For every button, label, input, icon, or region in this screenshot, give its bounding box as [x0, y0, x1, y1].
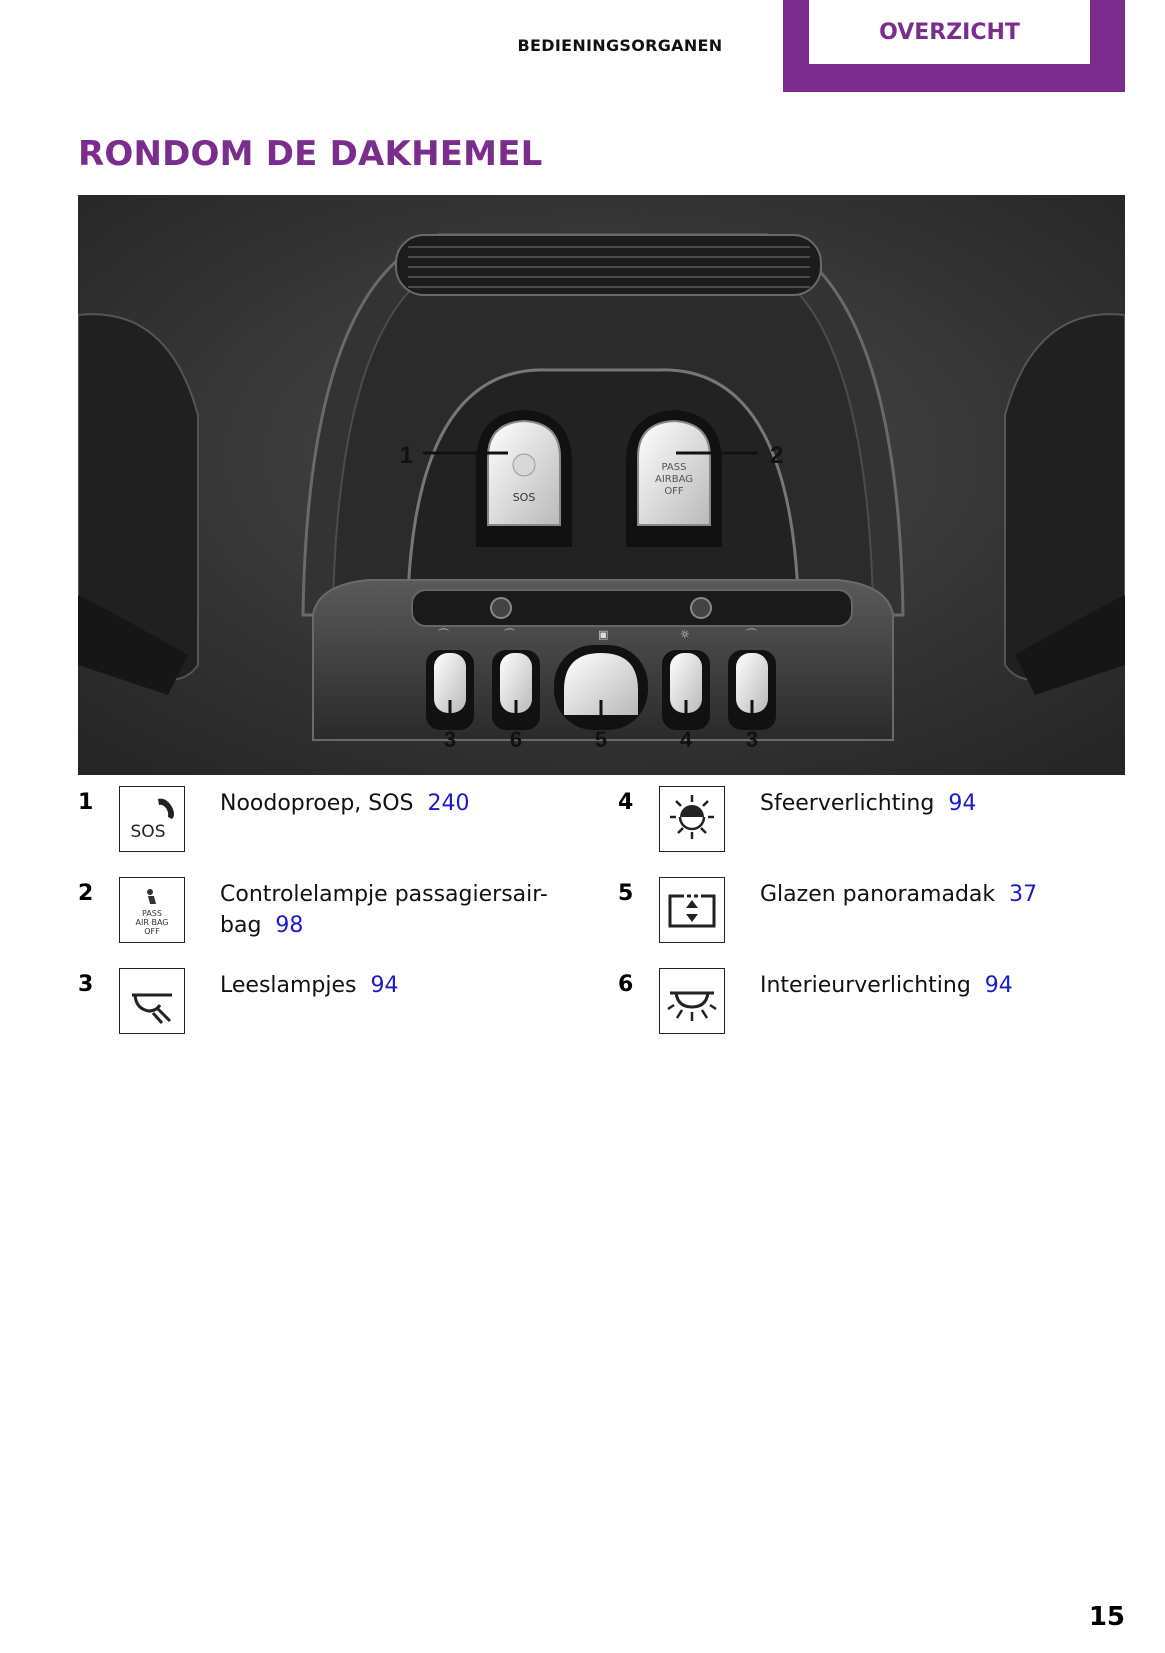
- callout-3-right: 3: [745, 727, 759, 752]
- callout-6: 6: [509, 727, 523, 752]
- legend-number: 3: [78, 972, 94, 997]
- interior-light-icon: [659, 968, 725, 1034]
- airbag-lamp-text-1: PASS: [661, 462, 687, 473]
- legend-page-link[interactable]: 94: [984, 973, 1013, 998]
- svg-text:⌒: ⌒: [438, 628, 449, 641]
- airbag-lamp-text-3: OFF: [664, 486, 684, 497]
- legend-label: Interieurverlichting: [760, 973, 971, 998]
- legend-item-interior-light: [618, 968, 1118, 1048]
- ambient-light-icon: [659, 786, 725, 852]
- sos-call-icon: [119, 786, 185, 852]
- legend-label: Glazen panoramadak: [760, 882, 996, 907]
- sos-button-text: SOS: [512, 491, 536, 504]
- legend-item-panorama-roof: [618, 877, 1118, 957]
- legend-item-reading-light: [78, 968, 578, 1048]
- legend-page-link[interactable]: 37: [1009, 882, 1038, 907]
- callout-5: 5: [594, 727, 608, 752]
- page-number: 15: [1088, 1602, 1125, 1632]
- reading-light-icon: [119, 968, 185, 1034]
- header-tab-label: OVERZICHT: [809, 0, 1090, 64]
- legend: [78, 786, 1125, 1046]
- legend-number: 6: [618, 972, 634, 997]
- legend-number: 4: [618, 790, 634, 815]
- legend-label: Leeslampjes: [220, 973, 357, 998]
- airbag-lamp-text-2: AIRBAG: [654, 474, 694, 485]
- callout-1: 1: [399, 442, 413, 469]
- legend-label: Sfeerverlichting: [760, 791, 935, 816]
- svg-text:OFF: OFF: [144, 927, 160, 936]
- legend-number: 1: [78, 790, 94, 815]
- callout-4: 4: [679, 727, 693, 752]
- legend-page-link[interactable]: 240: [427, 791, 470, 816]
- passenger-airbag-off-icon: [119, 877, 185, 943]
- legend-number: 5: [618, 881, 634, 906]
- legend-page-link[interactable]: 98: [275, 913, 304, 938]
- callout-2: 2: [770, 442, 784, 469]
- legend-item-sos: [78, 786, 578, 866]
- legend-page-link[interactable]: 94: [948, 791, 977, 816]
- svg-text:⌒: ⌒: [504, 628, 515, 641]
- legend-label-continued: bag: [220, 913, 262, 938]
- legend-label: Controlelampje passagiersair-: [220, 882, 548, 907]
- svg-text:▣: ▣: [598, 628, 609, 641]
- panorama-roof-icon: [659, 877, 725, 943]
- legend-number: 2: [78, 881, 94, 906]
- svg-text:PASS: PASS: [142, 909, 162, 918]
- svg-text:AIR BAG: AIR BAG: [135, 918, 169, 927]
- legend-label: Noodoproep, SOS: [220, 791, 414, 816]
- overhead-console-figure: [78, 195, 1125, 775]
- svg-text:☼: ☼: [680, 628, 690, 641]
- legend-page-link[interactable]: 94: [370, 973, 399, 998]
- legend-item-airbag: [78, 877, 578, 957]
- callout-3-left: 3: [443, 727, 457, 752]
- svg-text:⌒: ⌒: [746, 628, 757, 641]
- legend-item-ambient-light: [618, 786, 1118, 866]
- svg-text:SOS: SOS: [130, 822, 166, 842]
- header-section-label: BEDIENINGSORGANEN: [517, 36, 723, 55]
- header-tab: [783, 0, 1125, 92]
- page-title: RONDOM DE DAKHEMEL: [78, 134, 543, 174]
